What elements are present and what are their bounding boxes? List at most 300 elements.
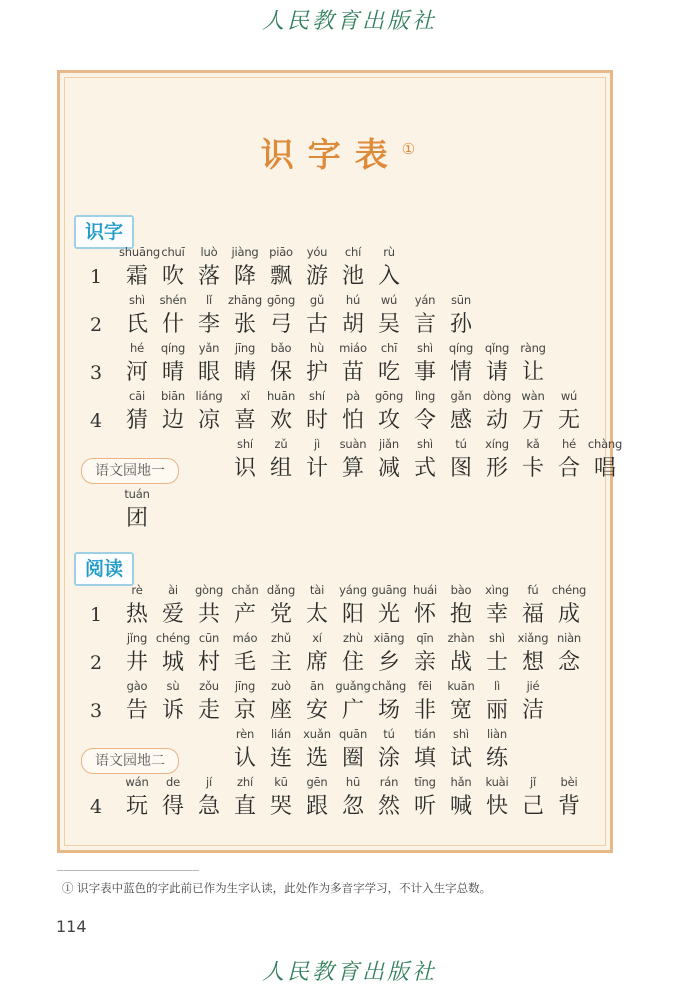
pinyin: ràng (520, 341, 546, 355)
hanzi: 吴 (377, 312, 400, 337)
hanzi: 城 (161, 650, 184, 675)
pinyin: sūn (451, 293, 471, 307)
character-cell (191, 583, 227, 629)
character-row (227, 437, 623, 483)
hanzi: 选 (305, 746, 328, 771)
pinyin: gǔ (309, 293, 325, 307)
hanzi: 乡 (377, 650, 400, 675)
pinyin: yǎn (198, 341, 220, 355)
character-cell (335, 583, 371, 629)
hanzi: 圈 (341, 746, 364, 771)
pinyin: jí (206, 775, 212, 789)
character-cell (299, 631, 335, 677)
pinyin: tīng (414, 775, 436, 789)
pinyin: zhàn (447, 631, 475, 645)
hanzi: 减 (377, 456, 400, 481)
hanzi: 然 (377, 794, 400, 819)
character-cell (407, 679, 443, 725)
pinyin: ān (310, 679, 324, 693)
character-row (119, 631, 587, 677)
character-cell (335, 631, 371, 677)
hanzi: 眼 (197, 360, 220, 385)
pinyin: tián (414, 727, 436, 741)
hanzi: 让 (521, 360, 544, 385)
pinyin: fēi (418, 679, 432, 693)
character-table-panel (57, 70, 623, 853)
pinyin: de (166, 775, 180, 789)
hanzi: 唱 (593, 456, 616, 481)
character-cell (119, 487, 155, 533)
character-cell (227, 775, 263, 821)
pinyin: niàn (556, 631, 582, 645)
hanzi: 座 (269, 698, 292, 723)
pinyin: kū (274, 775, 288, 789)
character-row (119, 293, 479, 339)
hanzi: 认 (233, 746, 256, 771)
hanzi: 喜 (233, 408, 256, 433)
pinyin: pà (346, 389, 360, 403)
character-cell (263, 679, 299, 725)
character-cell (515, 631, 551, 677)
hanzi: 合 (557, 456, 580, 481)
character-cell (155, 245, 191, 291)
page-title: 识字表① (260, 135, 416, 174)
hanzi: 福 (521, 602, 544, 627)
pinyin: jì (314, 437, 320, 451)
pinyin: jiàng (231, 245, 259, 259)
character-cell (263, 631, 299, 677)
pinyin: xíng (485, 437, 509, 451)
pinyin: rán (379, 775, 399, 789)
character-cell (515, 679, 551, 725)
character-cell (371, 679, 407, 725)
character-row (119, 389, 587, 435)
character-cell (443, 293, 479, 339)
pinyin: bèi (560, 775, 578, 789)
hanzi: 弓 (269, 312, 292, 337)
hanzi: 住 (341, 650, 364, 675)
pinyin: kuān (447, 679, 475, 693)
hanzi: 欢 (269, 408, 292, 433)
row-number: 4 (89, 410, 103, 432)
character-cell (119, 245, 161, 291)
hanzi: 幸 (485, 602, 508, 627)
pinyin: cāi (129, 389, 145, 403)
hanzi: 落 (197, 264, 220, 289)
character-cell (335, 679, 371, 725)
character-cell (371, 389, 407, 435)
pinyin: yán (414, 293, 436, 307)
hanzi: 保 (269, 360, 292, 385)
character-cell (551, 583, 587, 629)
hanzi: 非 (413, 698, 436, 723)
pinyin: qīn (416, 631, 434, 645)
row-number: 2 (89, 652, 103, 674)
hanzi: 井 (125, 650, 148, 675)
pinyin: hū (345, 775, 361, 789)
character-cell (443, 389, 479, 435)
hanzi: 场 (377, 698, 400, 723)
pinyin: luò (200, 245, 218, 259)
pinyin: gōng (374, 389, 404, 403)
pinyin: tú (383, 727, 395, 741)
pinyin: yóu (306, 245, 328, 259)
row-number: 4 (89, 796, 103, 818)
pinyin: gòng (194, 583, 224, 597)
character-cell (371, 293, 407, 339)
hanzi: 直 (233, 794, 256, 819)
hanzi: 练 (485, 746, 508, 771)
pinyin: suàn (339, 437, 367, 451)
hanzi: 抱 (449, 602, 472, 627)
pinyin: jǐ (530, 775, 536, 789)
pinyin: zhù (342, 631, 363, 645)
character-cell (263, 389, 299, 435)
hanzi: 诉 (161, 698, 184, 723)
row-number: 2 (89, 314, 103, 336)
chinese-garden-label: 语文园地二 (81, 748, 179, 774)
hanzi: 吃 (377, 360, 400, 385)
hanzi: 什 (161, 312, 184, 337)
pinyin: jǐng (126, 631, 148, 645)
hanzi: 共 (197, 602, 220, 627)
pinyin: hù (309, 341, 325, 355)
pinyin: gōng (266, 293, 296, 307)
pinyin: guǎng (335, 679, 371, 693)
hanzi: 哭 (269, 794, 292, 819)
pinyin: cūn (198, 631, 220, 645)
hanzi: 丽 (485, 698, 508, 723)
character-cell (263, 245, 299, 291)
hanzi: 洁 (521, 698, 544, 723)
character-cell (227, 389, 263, 435)
hanzi: 言 (413, 312, 436, 337)
pinyin: dòng (482, 389, 512, 403)
character-cell (335, 437, 371, 483)
character-cell (479, 341, 515, 387)
hanzi: 李 (197, 312, 220, 337)
pinyin: shì (129, 293, 145, 307)
character-cell (407, 341, 443, 387)
pinyin: biān (160, 389, 186, 403)
row-number: 3 (89, 700, 103, 722)
character-cell (155, 679, 191, 725)
publisher-logo-top: 人民教育出版社 (261, 9, 437, 34)
character-cell (119, 631, 155, 677)
hanzi: 张 (233, 312, 256, 337)
pinyin: lián (271, 727, 291, 741)
hanzi: 动 (485, 408, 508, 433)
character-cell (335, 293, 371, 339)
pinyin: sù (166, 679, 180, 693)
character-cell (443, 341, 479, 387)
pinyin: lìng (414, 389, 436, 403)
pinyin: hǎn (450, 775, 472, 789)
hanzi: 事 (413, 360, 436, 385)
character-cell (515, 437, 551, 483)
hanzi: 万 (521, 408, 544, 433)
hanzi: 识 (233, 456, 256, 481)
character-cell (371, 245, 407, 291)
pinyin: shí (309, 389, 325, 403)
character-cell (191, 245, 227, 291)
character-cell (191, 631, 227, 677)
row-number: 1 (89, 266, 103, 288)
hanzi: 京 (233, 698, 256, 723)
pinyin: chǎn (231, 583, 259, 597)
pinyin: piāo (269, 245, 293, 259)
title-footnote-mark: ① (401, 140, 416, 158)
hanzi: 玩 (125, 794, 148, 819)
hanzi: 亲 (413, 650, 436, 675)
character-cell (227, 679, 263, 725)
hanzi: 怕 (341, 408, 364, 433)
hanzi: 太 (305, 602, 328, 627)
hanzi: 村 (197, 650, 220, 675)
pinyin: guāng (371, 583, 407, 597)
character-cell (299, 775, 335, 821)
character-cell (335, 341, 371, 387)
hanzi: 忽 (341, 794, 364, 819)
pinyin: bǎo (270, 341, 292, 355)
character-cell (119, 679, 155, 725)
character-cell (407, 727, 443, 773)
pinyin: qǐng (484, 341, 510, 355)
hanzi: 令 (413, 408, 436, 433)
hanzi: 宽 (449, 698, 472, 723)
character-cell (551, 389, 587, 435)
character-cell (443, 775, 479, 821)
pinyin: jīng (234, 341, 256, 355)
hanzi: 算 (341, 456, 364, 481)
hanzi: 涂 (377, 746, 400, 771)
character-cell (335, 775, 371, 821)
hanzi: 光 (377, 602, 400, 627)
pinyin: tuán (124, 487, 150, 501)
pinyin: liàn (487, 727, 507, 741)
character-cell (407, 583, 443, 629)
pinyin: xuǎn (303, 727, 331, 741)
character-row (119, 583, 587, 629)
character-cell (479, 389, 515, 435)
character-cell (515, 389, 551, 435)
pinyin: qíng (160, 341, 186, 355)
character-cell (263, 775, 299, 821)
character-cell (479, 583, 515, 629)
hanzi: 喊 (449, 794, 472, 819)
character-row (119, 341, 551, 387)
hanzi: 式 (413, 456, 436, 481)
hanzi: 填 (413, 746, 436, 771)
pinyin: zǒu (199, 679, 219, 693)
pinyin: zǔ (274, 437, 288, 451)
hanzi: 念 (557, 650, 580, 675)
hanzi: 图 (449, 456, 472, 481)
hanzi: 古 (305, 312, 328, 337)
character-cell (299, 437, 335, 483)
character-cell (227, 245, 263, 291)
pinyin: bào (450, 583, 472, 597)
pinyin: shì (417, 341, 433, 355)
pinyin: shí (237, 437, 253, 451)
pinyin: chī (380, 341, 398, 355)
character-cell (407, 389, 443, 435)
hanzi: 胡 (341, 312, 364, 337)
footnote-divider (57, 870, 199, 871)
hanzi: 形 (485, 456, 508, 481)
section-label: 识字 (74, 215, 134, 249)
hanzi: 孙 (449, 312, 472, 337)
character-row (227, 727, 515, 773)
pinyin: xí (312, 631, 322, 645)
pinyin: tài (309, 583, 325, 597)
pinyin: chéng (551, 583, 587, 597)
character-cell (479, 727, 515, 773)
pinyin: lǐ (206, 293, 212, 307)
character-cell (371, 583, 407, 629)
character-cell (335, 727, 371, 773)
hanzi: 想 (521, 650, 544, 675)
pinyin: shì (453, 727, 469, 741)
pinyin: zhāng (228, 293, 262, 307)
hanzi: 走 (197, 698, 220, 723)
pinyin: shì (489, 631, 505, 645)
hanzi: 成 (557, 602, 580, 627)
pinyin: máo (232, 631, 258, 645)
hanzi: 试 (449, 746, 472, 771)
character-cell (191, 775, 227, 821)
hanzi: 战 (449, 650, 472, 675)
hanzi: 毛 (233, 650, 256, 675)
pinyin: dǎng (266, 583, 296, 597)
character-cell (443, 679, 479, 725)
character-cell (299, 245, 335, 291)
character-cell (119, 293, 155, 339)
pinyin: rè (131, 583, 143, 597)
pinyin: kǎ (526, 437, 540, 451)
pinyin: kuài (485, 775, 509, 789)
hanzi: 降 (233, 264, 256, 289)
character-cell (335, 245, 371, 291)
character-cell (155, 583, 191, 629)
hanzi: 猜 (125, 408, 148, 433)
pinyin: wú (560, 389, 578, 403)
pinyin: chuī (161, 245, 185, 259)
character-cell (119, 583, 155, 629)
hanzi: 入 (377, 264, 400, 289)
hanzi: 团 (125, 506, 148, 531)
pinyin: jiǎn (379, 437, 399, 451)
hanzi: 河 (125, 360, 148, 385)
character-cell (407, 293, 443, 339)
character-row (119, 775, 587, 821)
character-cell (191, 389, 227, 435)
pinyin: wú (380, 293, 398, 307)
character-cell (515, 775, 551, 821)
hanzi: 得 (161, 794, 184, 819)
character-cell (227, 437, 263, 483)
hanzi: 快 (485, 794, 508, 819)
character-cell (263, 341, 299, 387)
row-number: 3 (89, 362, 103, 384)
character-cell (155, 389, 191, 435)
hanzi: 吹 (161, 264, 184, 289)
pinyin: fú (527, 583, 539, 597)
character-cell (263, 437, 299, 483)
footnote: ① 识字表中蓝色的字此前已作为生字认读，此处作为多音字学习，不计入生字总数。 (62, 881, 492, 895)
pinyin: ài (168, 583, 178, 597)
pinyin: wán (125, 775, 149, 789)
pinyin: miáo (339, 341, 367, 355)
character-row (119, 679, 551, 725)
character-cell (551, 437, 587, 483)
hanzi: 党 (269, 602, 292, 627)
pinyin: rù (383, 245, 395, 259)
character-cell (155, 341, 191, 387)
character-cell (227, 631, 263, 677)
character-cell (299, 341, 335, 387)
pinyin: zhǔ (270, 631, 291, 645)
character-cell (155, 293, 191, 339)
hanzi: 产 (233, 602, 256, 627)
hanzi: 飘 (269, 264, 292, 289)
pinyin: xǐ (240, 389, 250, 403)
pinyin: shì (417, 437, 433, 451)
pinyin: jīng (234, 679, 256, 693)
character-cell (263, 293, 299, 339)
pinyin: huān (266, 389, 296, 403)
character-cell (371, 631, 407, 677)
character-cell (155, 775, 191, 821)
pinyin: chǎng (371, 679, 407, 693)
character-cell (479, 679, 515, 725)
pinyin: lì (494, 679, 500, 693)
hanzi: 怀 (413, 602, 436, 627)
hanzi: 士 (485, 650, 508, 675)
character-cell (587, 437, 623, 483)
pinyin: qíng (448, 341, 474, 355)
hanzi: 氏 (125, 312, 148, 337)
character-cell (443, 631, 479, 677)
hanzi: 凉 (197, 408, 220, 433)
hanzi: 护 (305, 360, 328, 385)
hanzi: 急 (197, 794, 220, 819)
character-cell (299, 583, 335, 629)
pinyin: chàng (587, 437, 623, 451)
pinyin: yáng (339, 583, 367, 597)
pinyin: hú (345, 293, 361, 307)
character-cell (227, 341, 263, 387)
pinyin: zuò (271, 679, 291, 693)
pinyin: xiǎng (517, 631, 549, 645)
pinyin: shuāng (119, 245, 161, 259)
pinyin: zhí (237, 775, 253, 789)
character-cell (551, 631, 587, 677)
pinyin: gào (126, 679, 148, 693)
character-cell (515, 583, 551, 629)
hanzi: 连 (269, 746, 292, 771)
character-cell (371, 775, 407, 821)
character-cell (443, 727, 479, 773)
hanzi: 爱 (161, 602, 184, 627)
hanzi: 组 (269, 456, 292, 481)
pinyin: wàn (521, 389, 545, 403)
hanzi: 苗 (341, 360, 364, 385)
character-cell (299, 389, 335, 435)
character-cell (551, 775, 587, 821)
character-cell (479, 631, 515, 677)
character-cell (119, 775, 155, 821)
